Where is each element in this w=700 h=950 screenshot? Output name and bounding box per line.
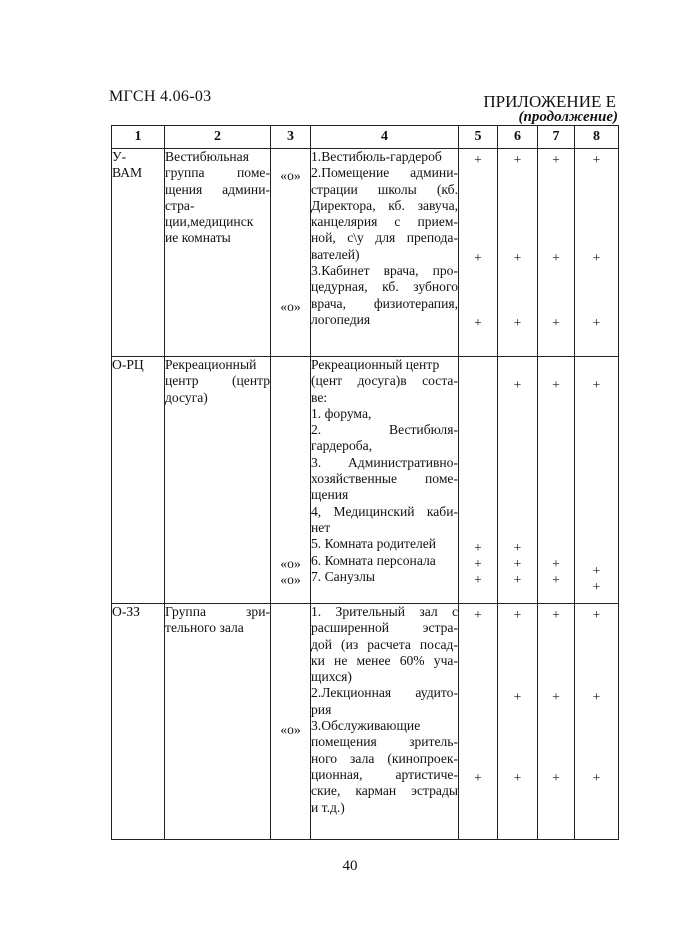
- text-line: 1. Зрительный зал с: [311, 604, 458, 619]
- column-header: 7: [538, 126, 575, 149]
- plus-mark: +: [592, 689, 601, 704]
- text-line: 7. Санузлы: [311, 568, 376, 584]
- column-header: 6: [498, 126, 538, 149]
- row-mark-col3: [271, 604, 311, 840]
- row-mark-col5: [459, 357, 498, 604]
- plus-mark: +: [552, 572, 560, 587]
- text-line: 1. форума,: [311, 405, 372, 421]
- row-mark-col8: [575, 149, 619, 357]
- text-line: ве:: [311, 389, 328, 405]
- text-line: помещения зритель-: [311, 734, 458, 750]
- plus-mark: +: [513, 572, 522, 587]
- text-line: ские, карман эстрады: [311, 783, 458, 799]
- table-row: [112, 357, 619, 604]
- text-line: тельного зала: [165, 620, 244, 636]
- text-line: 3.Кабинет врача, про-: [311, 263, 458, 279]
- text-line: канцелярия с прием-: [311, 214, 458, 230]
- plus-mark: +: [513, 540, 522, 555]
- plus-mark: +: [513, 152, 522, 167]
- row-mark-col6: [498, 604, 538, 840]
- plus-mark: +: [592, 152, 601, 167]
- text-line: О-ЗЗ: [112, 604, 140, 619]
- row-mark-col7: [538, 149, 575, 357]
- table-header-row: [112, 126, 619, 149]
- text-line: гардероба,: [311, 438, 373, 454]
- text-line: щения: [311, 487, 349, 503]
- plus-mark: +: [474, 556, 482, 571]
- text-line: О-РЦ: [112, 357, 144, 372]
- mark: «о»: [280, 556, 301, 571]
- text-line: стра-: [165, 197, 195, 213]
- text-line: щихся): [311, 669, 352, 685]
- text-line: ие комнаты: [165, 230, 231, 246]
- plus-mark: +: [592, 563, 601, 578]
- appendix-subtitle: (продолжение): [518, 109, 618, 125]
- plus-mark: +: [552, 607, 560, 622]
- row-description: [311, 357, 459, 604]
- plus-mark: +: [592, 607, 601, 622]
- plus-mark: +: [474, 250, 482, 265]
- column-header: 1: [112, 126, 165, 149]
- text-line: врача, физиотерапия,: [311, 295, 458, 311]
- plus-mark: +: [474, 152, 482, 167]
- text-line: Вестибюльная: [165, 149, 249, 164]
- column-header: 2: [165, 126, 271, 149]
- row-mark-col8: [575, 357, 619, 604]
- document-code: МГСН 4.06-03: [109, 88, 212, 105]
- row-description: [311, 149, 459, 357]
- column-header: 5: [459, 126, 498, 149]
- text-line: ВАМ: [112, 165, 143, 181]
- plus-mark: +: [592, 315, 601, 330]
- row-mark-col6: [498, 149, 538, 357]
- text-line: цедурная, кб. зубного: [311, 279, 458, 295]
- row-mark-col5: [459, 149, 498, 357]
- row-code: [112, 604, 165, 840]
- row-mark-col6: [498, 357, 538, 604]
- text-line: ки не менее 60% уча-: [311, 652, 458, 668]
- text-line: Рекреационный центр: [311, 357, 440, 372]
- plus-mark: +: [513, 770, 522, 785]
- row-mark-col7: [538, 604, 575, 840]
- text-line: 6. Комната персонала: [311, 552, 436, 568]
- mark: «о»: [280, 299, 301, 314]
- plus-mark: +: [592, 579, 601, 594]
- text-line: расширенной эстра-: [311, 620, 458, 636]
- page-number: 40: [342, 858, 358, 874]
- plus-mark: +: [552, 377, 560, 392]
- text-line: 1.Вестибюль-гардероб: [311, 149, 442, 164]
- plus-mark: +: [474, 540, 482, 555]
- text-line: 3. Административно-: [311, 454, 458, 470]
- text-line: группа поме-: [165, 165, 270, 181]
- row-mark-col5: [459, 604, 498, 840]
- mark: «о»: [280, 168, 301, 183]
- plus-mark: +: [592, 770, 601, 785]
- plus-mark: +: [513, 607, 522, 622]
- plus-mark: +: [513, 315, 522, 330]
- text-line: досуга): [165, 389, 208, 405]
- plus-mark: +: [592, 377, 601, 392]
- plus-mark: +: [474, 607, 482, 622]
- premises-table: [111, 125, 619, 840]
- text-line: рия: [311, 701, 332, 717]
- text-line: ного зала (кинопроек-: [311, 750, 458, 766]
- row-name: [165, 357, 271, 604]
- column-header: 3: [271, 126, 311, 149]
- plus-mark: +: [552, 315, 560, 330]
- text-line: Группа зри-: [165, 604, 270, 619]
- plus-mark: +: [513, 250, 522, 265]
- text-line: ной, с\у для препода-: [311, 230, 458, 246]
- text-line: 2. Вестибюля-: [311, 422, 458, 438]
- plus-mark: +: [552, 770, 560, 785]
- plus-mark: +: [474, 572, 482, 587]
- plus-mark: +: [592, 250, 601, 265]
- appendix-title: ПРИЛОЖЕНИЕ Е: [483, 92, 616, 111]
- plus-mark: +: [474, 770, 482, 785]
- text-line: ционная, артистиче-: [311, 766, 458, 782]
- mark: «о»: [280, 722, 301, 737]
- row-mark-col3: [271, 149, 311, 357]
- text-line: (цент досуга)в соста-: [311, 373, 458, 389]
- text-line: 4, Медицинский каби-: [311, 503, 458, 519]
- row-description: [311, 604, 459, 840]
- row-code: [112, 149, 165, 357]
- text-line: 3.Обслуживающие: [311, 718, 421, 734]
- text-line: вателей): [311, 246, 360, 262]
- mark: «о»: [280, 572, 301, 587]
- row-name: [165, 149, 271, 357]
- text-line: логопедия: [311, 311, 371, 327]
- text-line: и т.д.): [311, 799, 345, 815]
- plus-mark: +: [552, 152, 560, 167]
- column-header: 8: [575, 126, 619, 149]
- row-name: [165, 604, 271, 840]
- plus-mark: +: [474, 315, 482, 330]
- text-line: ции,медицинск: [165, 214, 254, 230]
- plus-mark: +: [552, 556, 560, 571]
- text-line: 2.Лекционная аудито-: [311, 685, 458, 701]
- plus-mark: +: [513, 377, 522, 392]
- plus-mark: +: [552, 689, 560, 704]
- table-row: [112, 149, 619, 357]
- plus-mark: +: [513, 556, 522, 571]
- text-line: Директора, кб. завуча,: [311, 197, 458, 213]
- table-row: [112, 604, 619, 840]
- text-line: 5. Комната родителей: [311, 536, 437, 552]
- text-line: Рекреационный: [165, 357, 257, 372]
- text-line: 2.Помещение админи-: [311, 165, 458, 181]
- text-line: центр (центр: [165, 373, 270, 389]
- plus-mark: +: [552, 250, 560, 265]
- row-mark-col8: [575, 604, 619, 840]
- row-mark-col3: [271, 357, 311, 604]
- row-code: [112, 357, 165, 604]
- text-line: хозяйственные поме-: [311, 471, 458, 487]
- text-line: страции школы (кб.: [311, 181, 458, 197]
- text-line: щения админи-: [165, 181, 270, 197]
- row-mark-col7: [538, 357, 575, 604]
- plus-mark: +: [513, 689, 522, 704]
- column-header: 4: [311, 126, 459, 149]
- text-line: дой (из расчета посад-: [311, 636, 458, 652]
- text-line: нет: [311, 519, 331, 535]
- text-line: У-: [112, 149, 127, 164]
